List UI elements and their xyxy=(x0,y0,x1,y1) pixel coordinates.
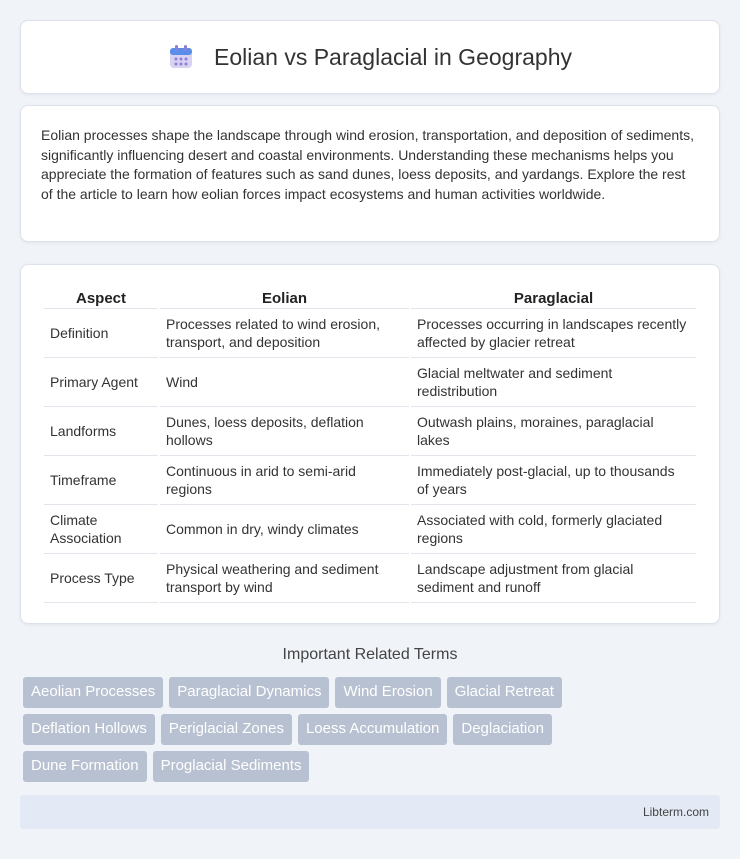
tag-glacial-retreat[interactable]: Glacial Retreat xyxy=(447,677,562,708)
tag-row xyxy=(23,677,623,708)
cell-aspect: Landforms xyxy=(44,407,158,456)
cell-eolian: Wind xyxy=(160,358,409,407)
title-wrap xyxy=(168,44,572,71)
header-eolian: Eolian xyxy=(160,285,409,309)
tag-deglaciation[interactable]: Deglaciation xyxy=(453,714,552,745)
cell-aspect: Process Type xyxy=(44,554,158,603)
tag-loess-accumulation[interactable]: Loess Accumulation xyxy=(298,714,447,745)
table-row xyxy=(44,358,696,407)
cell-paraglacial: Landscape adjustment from glacial sediment and runoff xyxy=(411,554,696,603)
tag-proglacial-sediments[interactable]: Proglacial Sediments xyxy=(153,751,310,782)
cell-eolian: Physical weathering and sediment transport by wind xyxy=(160,554,409,603)
header-card xyxy=(20,20,720,94)
tag-dune-formation[interactable]: Dune Formation xyxy=(23,751,147,782)
tag-paraglacial-dynamics[interactable]: Paraglacial Dynamics xyxy=(169,677,329,708)
cell-eolian: Continuous in arid to semi-arid regions xyxy=(160,456,409,505)
tag-deflation-hollows[interactable]: Deflation Hollows xyxy=(23,714,155,745)
table-row xyxy=(44,505,696,554)
cell-paraglacial: Glacial meltwater and sediment redistribution xyxy=(411,358,696,407)
comparison-table xyxy=(42,285,698,603)
cell-aspect: Definition xyxy=(44,309,158,358)
header-paraglacial: Paraglacial xyxy=(411,285,696,309)
cell-paraglacial: Processes occurring in landscapes recently affected by glacier retreat xyxy=(411,309,696,358)
related-terms-title: Important Related Terms xyxy=(282,646,458,663)
cell-aspect: Climate Association xyxy=(44,505,158,554)
cell-eolian: Dunes, loess deposits, deflation hollows xyxy=(160,407,409,456)
cell-eolian: Common in dry, windy climates xyxy=(160,505,409,554)
tag-periglacial-zones[interactable]: Periglacial Zones xyxy=(161,714,292,745)
calendar-icon xyxy=(168,44,194,70)
tag-wind-erosion[interactable]: Wind Erosion xyxy=(335,677,440,708)
cell-aspect: Primary Agent xyxy=(44,358,158,407)
table-row xyxy=(44,407,696,456)
cell-paraglacial: Outwash plains, moraines, paraglacial lakes xyxy=(411,407,696,456)
table-card xyxy=(20,264,720,624)
header-aspect: Aspect xyxy=(44,285,158,309)
footer xyxy=(20,795,720,829)
table-row xyxy=(44,554,696,603)
intro-text: Eolian processes shape the landscape through wind erosion, transportation, and deposition of sediments, significantly influencing desert and coastal environments. Understanding these mechanisms helps you appreciate the formation of features such as sand dunes, loess deposits, and yardangs. Explore the rest of the article to learn how eolian forces impact ecosystems and human activities worldwide. xyxy=(41,127,694,202)
cell-aspect: Timeframe xyxy=(44,456,158,505)
table-header-row xyxy=(44,285,696,309)
cell-paraglacial: Immediately post-glacial, up to thousands of years xyxy=(411,456,696,505)
tag-aeolian-processes[interactable]: Aeolian Processes xyxy=(23,677,163,708)
related-terms-list xyxy=(23,677,623,788)
cell-eolian: Processes related to wind erosion, transport, and deposition xyxy=(160,309,409,358)
footer-site-link[interactable]: Libterm.com xyxy=(642,805,709,819)
tag-row xyxy=(23,714,623,745)
table-row xyxy=(44,456,696,505)
tag-row xyxy=(23,751,623,782)
cell-paraglacial: Associated with cold, formerly glaciated regions xyxy=(411,505,696,554)
intro-card xyxy=(20,105,720,242)
table-row xyxy=(44,309,696,358)
page-title: Eolian vs Paraglacial in Geography xyxy=(214,43,572,70)
